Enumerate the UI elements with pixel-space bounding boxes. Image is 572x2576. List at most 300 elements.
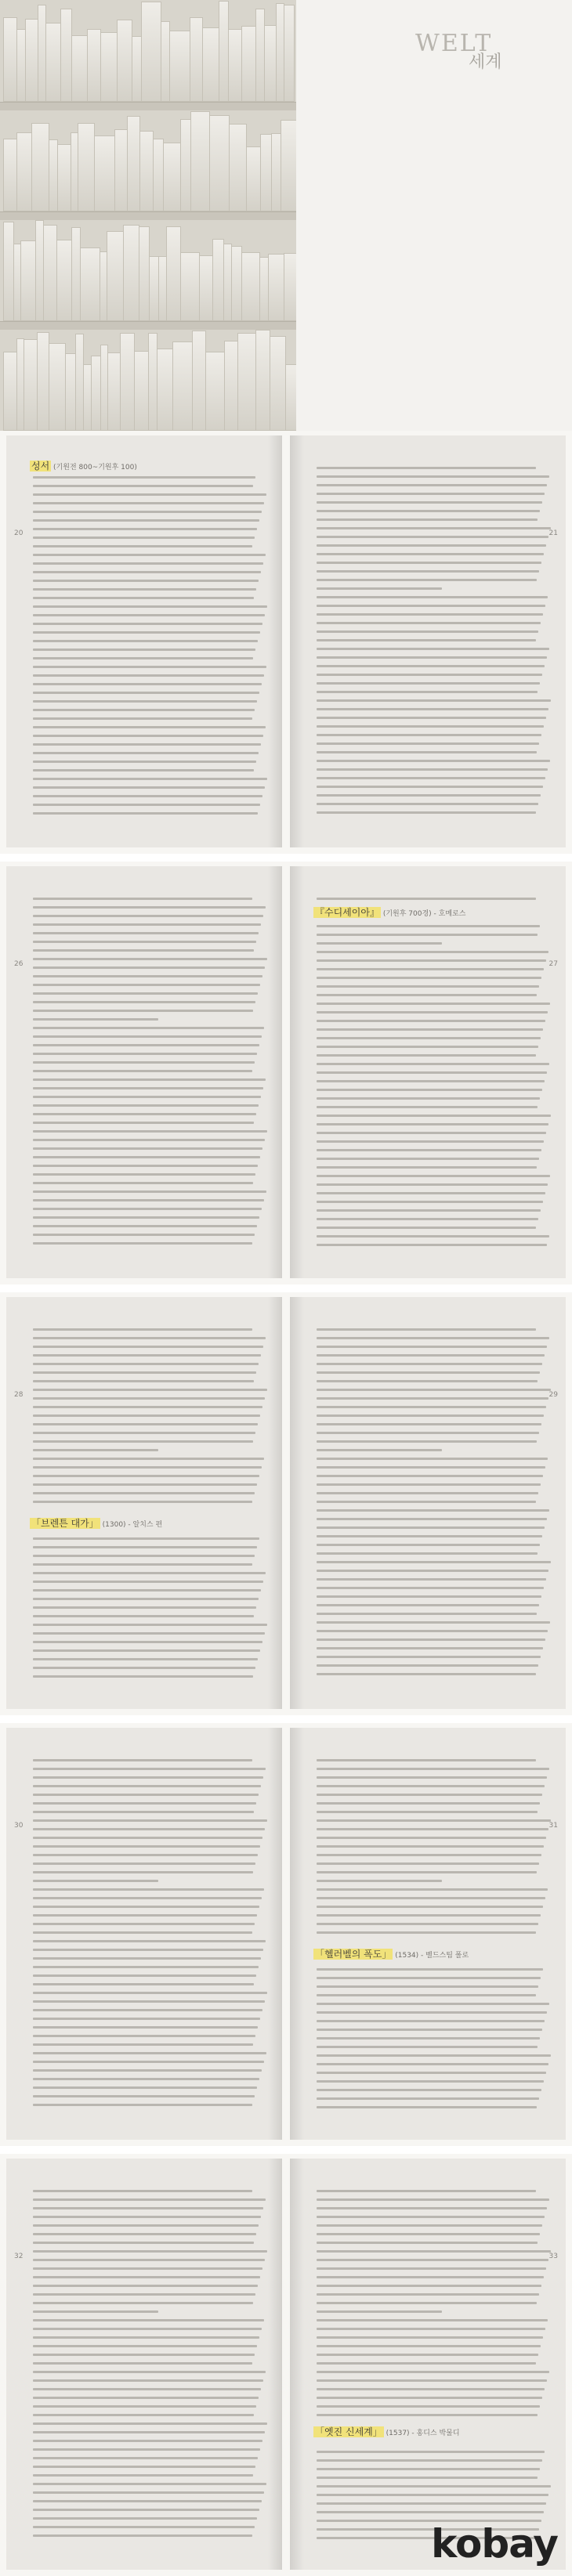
text-line bbox=[33, 1010, 253, 1012]
text-line bbox=[33, 2534, 252, 2537]
text-line bbox=[33, 545, 252, 547]
text-line bbox=[33, 1888, 264, 1891]
text-line bbox=[317, 1570, 548, 1572]
page-number-right: 21 bbox=[548, 529, 558, 537]
text-line bbox=[33, 1871, 253, 1873]
text-line bbox=[33, 1966, 259, 1968]
book-spine bbox=[202, 27, 219, 102]
text-line bbox=[317, 570, 539, 573]
text-line bbox=[33, 743, 261, 746]
text-line bbox=[317, 605, 545, 607]
text-line bbox=[33, 1225, 257, 1227]
text-line bbox=[317, 2037, 540, 2039]
text-line bbox=[33, 2198, 266, 2201]
book-spine bbox=[107, 352, 121, 431]
text-line bbox=[317, 648, 549, 650]
book-spine bbox=[157, 349, 173, 431]
book-spine bbox=[212, 239, 224, 321]
text-line bbox=[33, 1087, 263, 1089]
text-line bbox=[33, 2095, 255, 2097]
book-spine bbox=[281, 120, 296, 211]
text-line bbox=[317, 1046, 538, 1048]
text-line bbox=[317, 2302, 537, 2304]
right-page bbox=[290, 1728, 566, 2140]
section-heading-title: 성서 bbox=[31, 461, 50, 471]
text-line bbox=[317, 977, 541, 979]
text-line bbox=[33, 2052, 266, 2054]
text-line bbox=[33, 2466, 255, 2468]
text-line bbox=[317, 1089, 542, 1091]
text-line bbox=[317, 1020, 545, 1022]
text-line bbox=[317, 2063, 548, 2065]
right-page bbox=[290, 1297, 566, 1709]
text-line bbox=[317, 2319, 548, 2321]
cover-title-en: WELT bbox=[415, 30, 493, 57]
text-line bbox=[317, 1526, 545, 1529]
text-line bbox=[33, 1035, 262, 1038]
text-line bbox=[33, 1414, 260, 1417]
page-number-right: 33 bbox=[548, 2253, 558, 2260]
section-heading bbox=[313, 905, 465, 919]
book-spine bbox=[139, 131, 154, 211]
text-line bbox=[317, 1183, 548, 1186]
text-line bbox=[317, 2190, 536, 2192]
text-line bbox=[317, 1227, 536, 1229]
text-line bbox=[33, 1880, 158, 1882]
text-line bbox=[317, 751, 537, 753]
text-line bbox=[33, 1208, 262, 1210]
text-line bbox=[317, 674, 542, 676]
text-line bbox=[317, 2011, 547, 2014]
text-line bbox=[317, 1638, 545, 1641]
text-line bbox=[317, 2072, 546, 2074]
text-line bbox=[317, 553, 544, 555]
text-line bbox=[317, 1518, 547, 1520]
text-line bbox=[33, 898, 252, 900]
book-spine bbox=[190, 17, 203, 102]
book-spine bbox=[190, 111, 210, 211]
text-line bbox=[33, 631, 260, 634]
text-line bbox=[33, 683, 262, 685]
text-line bbox=[317, 1235, 549, 1237]
text-line bbox=[33, 1563, 252, 1566]
text-line bbox=[317, 1776, 547, 1779]
text-line bbox=[317, 2468, 540, 2470]
book-spread bbox=[0, 862, 572, 1284]
text-line bbox=[33, 2250, 267, 2253]
text-line bbox=[33, 2035, 255, 2037]
text-line bbox=[317, 1578, 546, 1581]
page-number-right: 29 bbox=[548, 1391, 558, 1399]
text-line bbox=[317, 2285, 541, 2287]
text-line bbox=[317, 1440, 537, 1443]
text-line bbox=[317, 2046, 538, 2048]
left-page bbox=[6, 435, 282, 847]
text-line bbox=[33, 1122, 254, 1124]
text-line bbox=[317, 1977, 541, 1979]
book-spine bbox=[87, 29, 101, 102]
text-line bbox=[317, 518, 538, 521]
book-spine bbox=[246, 146, 261, 211]
text-line bbox=[33, 2345, 257, 2347]
text-line bbox=[317, 803, 538, 805]
text-line bbox=[317, 1406, 546, 1408]
book-spread bbox=[0, 1723, 572, 2146]
book-spread bbox=[0, 2154, 572, 2576]
book-spine bbox=[270, 336, 286, 431]
text-line bbox=[33, 1165, 258, 1167]
book-spine bbox=[199, 255, 213, 321]
text-line bbox=[317, 934, 538, 936]
page-number-right: 31 bbox=[548, 1822, 558, 1830]
text-line bbox=[33, 1423, 258, 1425]
text-line bbox=[33, 1483, 257, 1486]
text-line bbox=[33, 752, 259, 754]
text-line bbox=[33, 1475, 259, 1477]
book-spine bbox=[231, 246, 242, 321]
text-line bbox=[33, 1658, 258, 1660]
text-line bbox=[33, 571, 261, 573]
text-line bbox=[33, 2354, 255, 2356]
text-line bbox=[33, 795, 262, 797]
text-line bbox=[317, 1028, 543, 1031]
text-line bbox=[317, 639, 536, 641]
text-line bbox=[317, 2397, 542, 2399]
text-line bbox=[33, 1363, 259, 1365]
text-line bbox=[317, 1201, 543, 1203]
text-line bbox=[33, 2414, 254, 2416]
text-line bbox=[317, 1389, 551, 1391]
text-line bbox=[33, 1242, 252, 1245]
text-line bbox=[317, 2097, 539, 2100]
text-line bbox=[317, 1544, 540, 1546]
book-spine bbox=[3, 352, 17, 431]
text-line bbox=[33, 2078, 259, 2080]
text-line bbox=[317, 2242, 538, 2244]
text-line bbox=[33, 1018, 158, 1021]
text-line bbox=[33, 1802, 256, 1805]
text-line bbox=[317, 1647, 543, 1649]
text-line bbox=[317, 1175, 550, 1177]
text-line bbox=[317, 942, 442, 945]
text-line bbox=[317, 717, 546, 719]
text-line bbox=[317, 2267, 546, 2270]
text-line bbox=[33, 1914, 257, 1917]
right-page bbox=[290, 435, 566, 847]
text-line bbox=[317, 1166, 537, 1169]
text-line bbox=[33, 1397, 265, 1400]
text-line bbox=[33, 1992, 267, 1994]
text-line bbox=[33, 1632, 265, 1635]
text-line bbox=[33, 2000, 265, 2003]
text-line bbox=[317, 1432, 539, 1434]
text-line bbox=[317, 510, 540, 512]
text-line bbox=[317, 587, 442, 590]
text-line bbox=[317, 2293, 539, 2296]
text-line bbox=[33, 2336, 259, 2339]
text-line bbox=[33, 1113, 256, 1115]
book-spine bbox=[229, 124, 247, 211]
cover-section bbox=[0, 0, 572, 431]
page-number-left: 26 bbox=[14, 960, 24, 968]
text-line bbox=[317, 2511, 544, 2513]
text-line bbox=[33, 1537, 259, 1540]
book-spine bbox=[241, 252, 260, 321]
bookshelf-image bbox=[0, 0, 296, 431]
book-spine bbox=[180, 119, 191, 211]
text-line bbox=[33, 2267, 262, 2270]
text-line bbox=[317, 1535, 542, 1537]
text-line bbox=[317, 1994, 536, 1996]
text-line bbox=[33, 597, 254, 599]
text-line bbox=[33, 1776, 263, 1779]
text-line bbox=[33, 941, 256, 943]
book-spread bbox=[0, 431, 572, 854]
book-spine bbox=[241, 26, 256, 102]
text-line bbox=[33, 1581, 263, 1583]
text-line bbox=[33, 1768, 266, 1770]
text-line bbox=[33, 717, 252, 720]
text-line bbox=[33, 1854, 258, 1856]
text-line bbox=[33, 1001, 255, 1003]
text-line bbox=[33, 1492, 255, 1494]
text-line bbox=[317, 1985, 538, 1988]
text-line bbox=[317, 665, 545, 667]
text-line bbox=[317, 1115, 551, 1117]
text-line bbox=[33, 1354, 261, 1357]
text-line bbox=[33, 2009, 262, 2011]
text-line bbox=[33, 2431, 265, 2433]
text-line bbox=[33, 1906, 259, 1908]
text-line bbox=[317, 1656, 541, 1658]
text-line bbox=[33, 984, 260, 986]
book-spine bbox=[139, 226, 150, 321]
book-spine bbox=[45, 23, 61, 102]
text-line bbox=[33, 2216, 261, 2218]
text-line bbox=[33, 623, 262, 625]
text-line bbox=[33, 761, 256, 763]
text-line bbox=[33, 1641, 262, 1643]
text-line bbox=[317, 2224, 542, 2227]
text-line bbox=[33, 1606, 256, 1609]
text-line bbox=[317, 2477, 538, 2479]
text-line bbox=[33, 1675, 253, 1678]
book-spine bbox=[192, 331, 206, 431]
text-line bbox=[33, 2405, 256, 2408]
book-spine bbox=[228, 29, 242, 102]
text-line bbox=[33, 1819, 267, 1822]
book-spine bbox=[169, 31, 190, 102]
text-line bbox=[33, 1406, 262, 1408]
text-line bbox=[33, 1940, 266, 1942]
text-line bbox=[33, 2448, 260, 2451]
text-line bbox=[33, 915, 263, 917]
text-line bbox=[33, 1328, 252, 1331]
text-line bbox=[317, 1664, 538, 1667]
text-line bbox=[33, 528, 257, 530]
text-line bbox=[317, 1449, 442, 1451]
text-line bbox=[33, 1923, 255, 1925]
section-heading bbox=[313, 2425, 460, 2438]
text-line bbox=[317, 994, 537, 996]
text-line bbox=[317, 734, 541, 736]
left-page bbox=[6, 1297, 282, 1709]
text-line bbox=[33, 649, 255, 651]
text-line bbox=[317, 1158, 539, 1160]
text-line bbox=[33, 1061, 255, 1064]
text-line bbox=[317, 2003, 549, 2005]
left-page bbox=[6, 2159, 282, 2570]
left-page bbox=[6, 866, 282, 1278]
text-line bbox=[317, 925, 540, 927]
text-line bbox=[33, 1182, 253, 1184]
text-line bbox=[317, 1397, 548, 1400]
text-line bbox=[33, 1624, 267, 1626]
right-page bbox=[290, 866, 566, 1278]
text-line bbox=[33, 966, 265, 969]
text-line bbox=[33, 778, 267, 780]
text-line bbox=[317, 1828, 548, 1830]
watermark-logo: kobay bbox=[431, 2521, 558, 2567]
text-line bbox=[33, 700, 257, 703]
text-line bbox=[317, 708, 548, 710]
text-line bbox=[33, 2018, 260, 2020]
text-line bbox=[33, 1837, 262, 1839]
book-spine bbox=[268, 254, 284, 321]
text-line bbox=[33, 2259, 265, 2261]
text-line bbox=[317, 2029, 542, 2031]
text-line bbox=[33, 1078, 266, 1081]
book-spine bbox=[3, 17, 17, 102]
text-line bbox=[317, 2414, 538, 2416]
text-line bbox=[33, 2319, 264, 2321]
text-line bbox=[33, 1380, 254, 1382]
text-line bbox=[33, 1897, 262, 1899]
text-line bbox=[317, 2485, 551, 2487]
book-spine bbox=[3, 139, 17, 211]
text-line bbox=[317, 1123, 548, 1125]
text-line bbox=[317, 682, 540, 685]
text-line bbox=[33, 605, 267, 608]
text-line bbox=[317, 2451, 545, 2453]
text-line bbox=[33, 1615, 254, 1617]
text-line bbox=[317, 1621, 550, 1624]
text-line bbox=[33, 2233, 256, 2235]
text-line bbox=[317, 475, 549, 478]
text-line bbox=[33, 1371, 256, 1374]
section-heading-sub: (기원전 800~기원후 100) bbox=[51, 464, 137, 471]
text-line bbox=[33, 1957, 261, 1960]
text-line bbox=[33, 1027, 264, 1029]
text-line bbox=[33, 562, 263, 565]
book-spine bbox=[172, 341, 193, 431]
text-line bbox=[317, 613, 543, 616]
text-line bbox=[317, 1328, 536, 1331]
text-line bbox=[317, 2089, 541, 2091]
text-line bbox=[317, 536, 548, 538]
text-line bbox=[33, 1598, 259, 1600]
text-line bbox=[33, 735, 263, 737]
text-line bbox=[317, 1630, 548, 1632]
text-line bbox=[33, 2509, 259, 2511]
text-line bbox=[33, 2276, 260, 2278]
text-line bbox=[317, 1106, 538, 1108]
text-line bbox=[317, 1914, 541, 1917]
text-line bbox=[317, 2379, 547, 2382]
text-line bbox=[33, 1234, 255, 1236]
text-line bbox=[317, 1759, 536, 1761]
text-line bbox=[33, 1828, 265, 1830]
text-line bbox=[317, 898, 536, 900]
section-heading-sub: (1300) - 알치스 편 bbox=[100, 1521, 163, 1529]
section-heading bbox=[30, 1516, 162, 1530]
text-line bbox=[317, 1346, 547, 1348]
book-spine bbox=[285, 364, 296, 431]
book-spine bbox=[25, 19, 38, 102]
text-line bbox=[317, 1414, 544, 1417]
book-spine bbox=[100, 32, 118, 102]
text-line bbox=[33, 2457, 258, 2459]
text-line bbox=[33, 2069, 262, 2072]
text-line bbox=[33, 949, 254, 952]
text-line bbox=[33, 2483, 266, 2485]
text-line bbox=[317, 1380, 538, 1382]
book-spine bbox=[114, 129, 128, 211]
section-heading-title: 『수디세이아』 bbox=[315, 907, 379, 918]
text-line bbox=[33, 1785, 261, 1787]
text-line bbox=[33, 1949, 263, 1951]
text-line bbox=[33, 2302, 253, 2304]
text-line bbox=[317, 1501, 536, 1503]
book-spine bbox=[107, 231, 124, 321]
text-line bbox=[317, 1054, 536, 1057]
text-line bbox=[317, 1888, 548, 1891]
text-line bbox=[33, 1572, 266, 1574]
text-line bbox=[33, 2474, 253, 2477]
book-spine bbox=[209, 115, 230, 211]
text-line bbox=[33, 1458, 264, 1460]
text-line bbox=[317, 1071, 547, 1074]
text-line bbox=[317, 2198, 549, 2201]
text-line bbox=[317, 1371, 540, 1374]
text-line bbox=[317, 1931, 536, 1934]
section-heading-sub: (기원후 700경) - 호메로스 bbox=[380, 910, 466, 918]
text-line bbox=[317, 484, 547, 486]
text-line bbox=[317, 2459, 542, 2462]
text-line bbox=[317, 1811, 538, 1813]
text-line bbox=[33, 666, 266, 668]
text-line bbox=[317, 1149, 541, 1151]
text-line bbox=[33, 1432, 255, 1434]
text-line bbox=[317, 1037, 541, 1039]
text-line bbox=[33, 1096, 261, 1098]
text-line bbox=[317, 1923, 538, 1925]
text-line bbox=[33, 1667, 255, 1669]
text-line bbox=[33, 2379, 263, 2382]
section-heading-sub: (1534) - 벨드스팀 폴로 bbox=[393, 1952, 469, 1960]
text-line bbox=[317, 811, 536, 814]
text-line bbox=[33, 2517, 257, 2520]
book-spine bbox=[16, 132, 32, 211]
text-line bbox=[317, 1862, 539, 1865]
book-spine bbox=[237, 333, 256, 431]
text-line bbox=[317, 1080, 545, 1082]
text-line bbox=[317, 777, 545, 779]
text-line bbox=[317, 1604, 539, 1606]
text-line bbox=[33, 554, 266, 556]
text-line bbox=[33, 1173, 255, 1176]
text-line bbox=[317, 1475, 543, 1477]
